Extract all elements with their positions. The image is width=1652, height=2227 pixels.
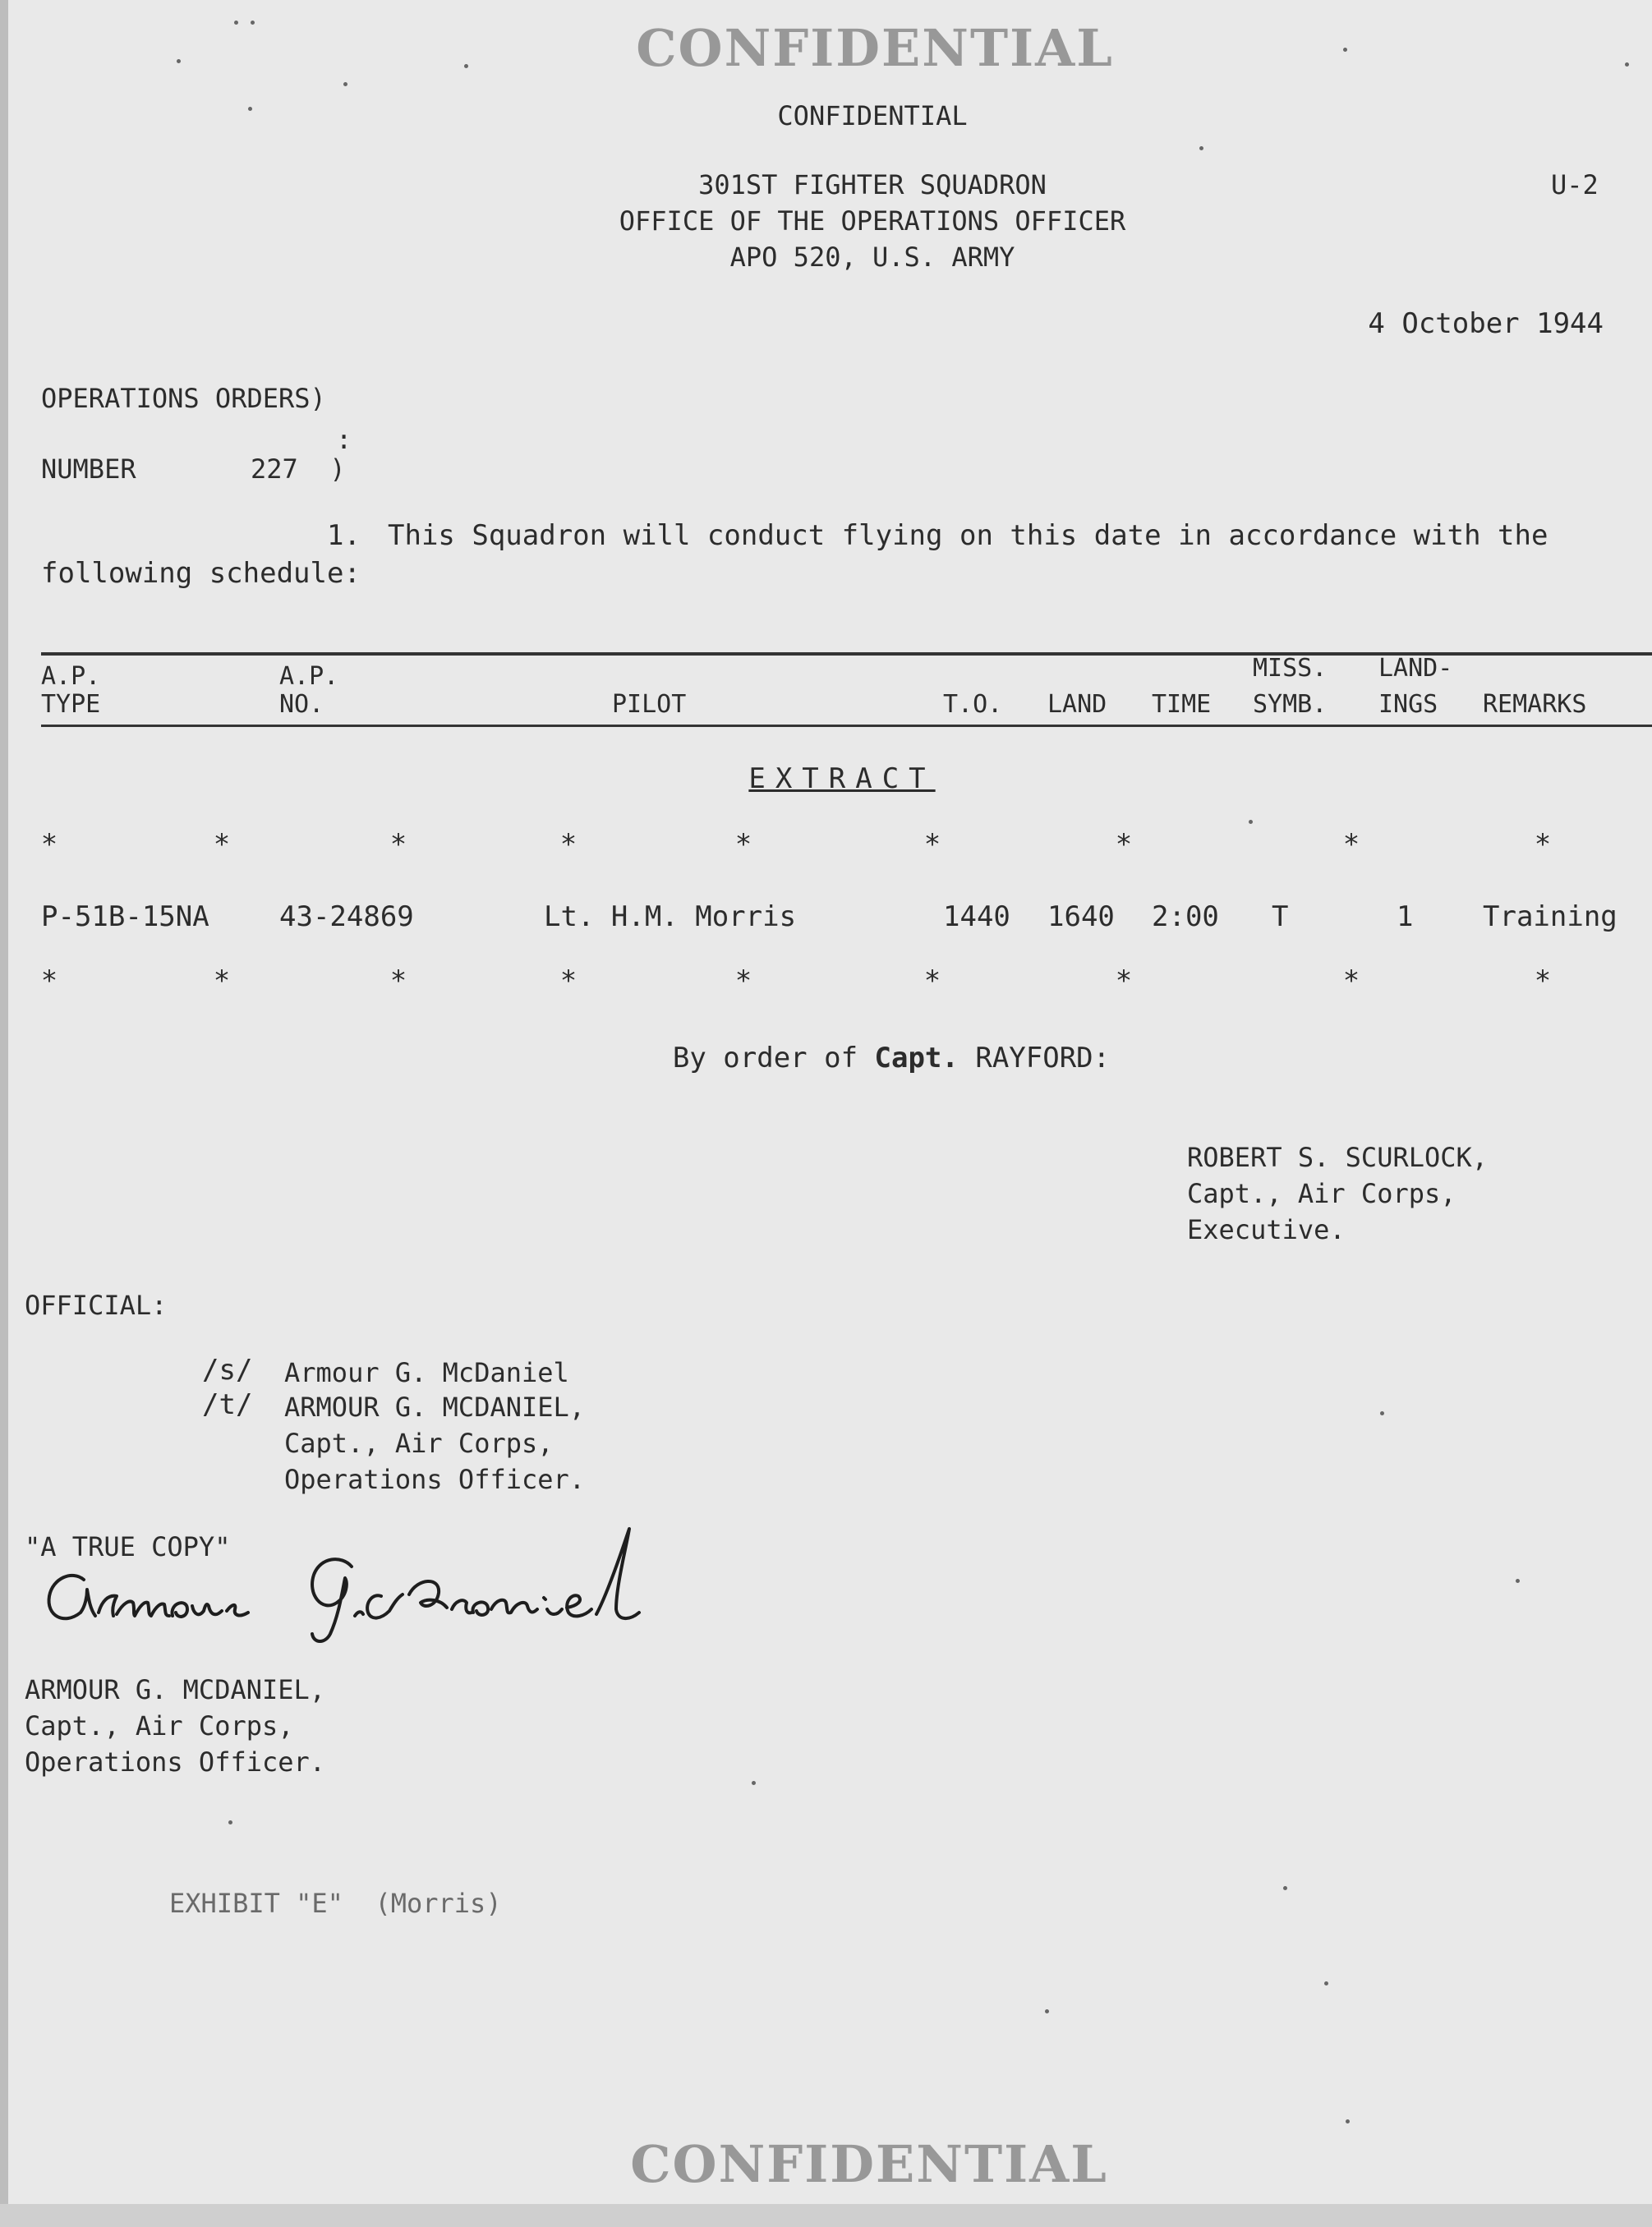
omission-asterisk: * bbox=[1342, 828, 1360, 861]
document-date: 4 October 1944 bbox=[1368, 307, 1604, 340]
executive-rank: Capt., Air Corps, bbox=[1187, 1178, 1456, 1209]
paragraph-number: 1. bbox=[327, 519, 361, 552]
column-land: LAND bbox=[1047, 690, 1107, 719]
scan-speck bbox=[1343, 48, 1347, 52]
order-number-value: 227 ) bbox=[251, 453, 346, 485]
scan-bottom-edge bbox=[0, 2204, 1652, 2227]
by-order-line bbox=[673, 1042, 1110, 1074]
office-address: APO 520, U.S. ARMY bbox=[729, 242, 1015, 273]
omission-asterisk: * bbox=[559, 964, 578, 997]
cell-pilot: Lt. H.M. Morris bbox=[544, 900, 797, 933]
omission-asterisk: * bbox=[1534, 828, 1552, 861]
classification-line: CONFIDENTIAL bbox=[777, 100, 968, 131]
omission-asterisk: * bbox=[213, 964, 231, 997]
omission-asterisk: * bbox=[1115, 828, 1133, 861]
certifying-name: ARMOUR G. MCDANIEL, bbox=[25, 1674, 326, 1705]
column-ap-no-line1: A.P. bbox=[279, 662, 339, 691]
column-miss-symb-line1: MISS. bbox=[1253, 654, 1328, 683]
official-typed-name: ARMOUR G. MCDANIEL, bbox=[284, 1392, 586, 1423]
cell-ap-type: P-51B-15NA bbox=[41, 900, 209, 933]
cell-land: 1640 bbox=[1047, 900, 1115, 933]
scan-speck bbox=[1283, 1886, 1287, 1890]
scan-left-edge bbox=[0, 0, 8, 2227]
omission-asterisk: * bbox=[1342, 964, 1360, 997]
cell-to: 1440 bbox=[943, 900, 1010, 933]
scan-speck bbox=[1380, 1411, 1384, 1415]
by-order-prefix: By order of bbox=[672, 1042, 875, 1074]
confidential-stamp-top: CONFIDENTIAL bbox=[636, 18, 1114, 78]
scan-speck bbox=[752, 1781, 756, 1785]
column-pilot: PILOT bbox=[612, 690, 687, 719]
true-copy-label: "A TRUE COPY" bbox=[25, 1531, 231, 1562]
column-time: TIME bbox=[1152, 690, 1212, 719]
column-ap-type-line2: TYPE bbox=[41, 690, 101, 719]
cell-remarks: Training bbox=[1483, 900, 1617, 933]
handwritten-signature bbox=[41, 1524, 649, 1647]
signed-mark: /s/ bbox=[202, 1354, 253, 1387]
order-colon: : bbox=[336, 424, 352, 455]
omission-asterisk: * bbox=[213, 828, 231, 861]
scan-speck bbox=[1199, 146, 1203, 150]
omission-asterisk: * bbox=[389, 828, 407, 861]
scan-speck bbox=[177, 59, 181, 63]
omission-asterisk: * bbox=[734, 964, 752, 997]
column-remarks: REMARKS bbox=[1483, 690, 1587, 719]
column-ap-type-line1: A.P. bbox=[41, 662, 101, 691]
scan-speck bbox=[251, 21, 255, 25]
operations-orders-label: OPERATIONS ORDERS) bbox=[41, 383, 326, 414]
by-order-name: RAYFORD: bbox=[958, 1042, 1111, 1074]
cell-landings: 1 bbox=[1397, 900, 1414, 933]
exhibit-label: EXHIBIT "E" (Morris) bbox=[169, 1888, 502, 1919]
official-rank: Capt., Air Corps, bbox=[284, 1428, 554, 1459]
unit-name: 301ST FIGHTER SQUADRON bbox=[698, 169, 1047, 200]
scan-speck bbox=[1516, 1579, 1520, 1583]
column-ap-no-line2: NO. bbox=[279, 690, 324, 719]
omission-asterisk: * bbox=[734, 828, 752, 861]
certifying-title: Operations Officer. bbox=[25, 1746, 326, 1778]
scan-speck bbox=[228, 1820, 232, 1824]
column-miss-symb-line2: SYMB. bbox=[1253, 690, 1328, 719]
extract-heading: EXTRACT bbox=[748, 762, 936, 795]
scan-speck bbox=[343, 82, 347, 86]
confidential-stamp-bottom: CONFIDENTIAL bbox=[630, 2134, 1108, 2194]
executive-title: Executive. bbox=[1187, 1214, 1346, 1245]
scan-speck bbox=[1324, 1981, 1328, 1985]
omission-asterisk: * bbox=[1534, 964, 1552, 997]
document-code: U-2 bbox=[1551, 169, 1599, 200]
executive-name: ROBERT S. SCURLOCK, bbox=[1187, 1142, 1489, 1173]
scan-speck bbox=[464, 64, 468, 68]
omission-asterisk: * bbox=[923, 964, 941, 997]
column-landings-line2: INGS bbox=[1378, 690, 1438, 719]
omission-asterisk: * bbox=[559, 828, 578, 861]
order-number-label: NUMBER bbox=[41, 453, 136, 485]
omission-asterisk: * bbox=[389, 964, 407, 997]
office-name: OFFICE OF THE OPERATIONS OFFICER bbox=[619, 205, 1126, 237]
scan-speck bbox=[234, 21, 238, 25]
paragraph-line-1: This Squadron will conduct flying on this date in accordance with the bbox=[388, 519, 1548, 552]
omission-asterisk: * bbox=[923, 828, 941, 861]
omission-asterisk: * bbox=[40, 828, 58, 861]
by-order-rank: Capt. bbox=[874, 1042, 959, 1074]
scan-speck bbox=[1045, 2009, 1049, 2013]
official-title: Operations Officer. bbox=[284, 1464, 586, 1495]
cell-time: 2:00 bbox=[1152, 900, 1219, 933]
table-header-rule bbox=[41, 725, 1652, 727]
certifying-rank: Capt., Air Corps, bbox=[25, 1710, 294, 1742]
scan-speck bbox=[1249, 820, 1253, 824]
column-landings-line1: LAND- bbox=[1378, 654, 1453, 683]
paragraph-line-2: following schedule: bbox=[41, 557, 361, 590]
typed-mark: /t/ bbox=[202, 1388, 253, 1421]
scan-speck bbox=[1625, 62, 1629, 67]
scan-speck bbox=[1346, 2119, 1350, 2123]
cell-ap-no: 43-24869 bbox=[279, 900, 414, 933]
column-to: T.O. bbox=[943, 690, 1003, 719]
omission-asterisk: * bbox=[40, 964, 58, 997]
scan-speck bbox=[248, 107, 252, 111]
omission-asterisk: * bbox=[1115, 964, 1133, 997]
cell-miss-symb: T bbox=[1272, 900, 1289, 933]
official-label: OFFICIAL: bbox=[25, 1290, 168, 1321]
official-signed-name: Armour G. McDaniel bbox=[284, 1357, 569, 1388]
